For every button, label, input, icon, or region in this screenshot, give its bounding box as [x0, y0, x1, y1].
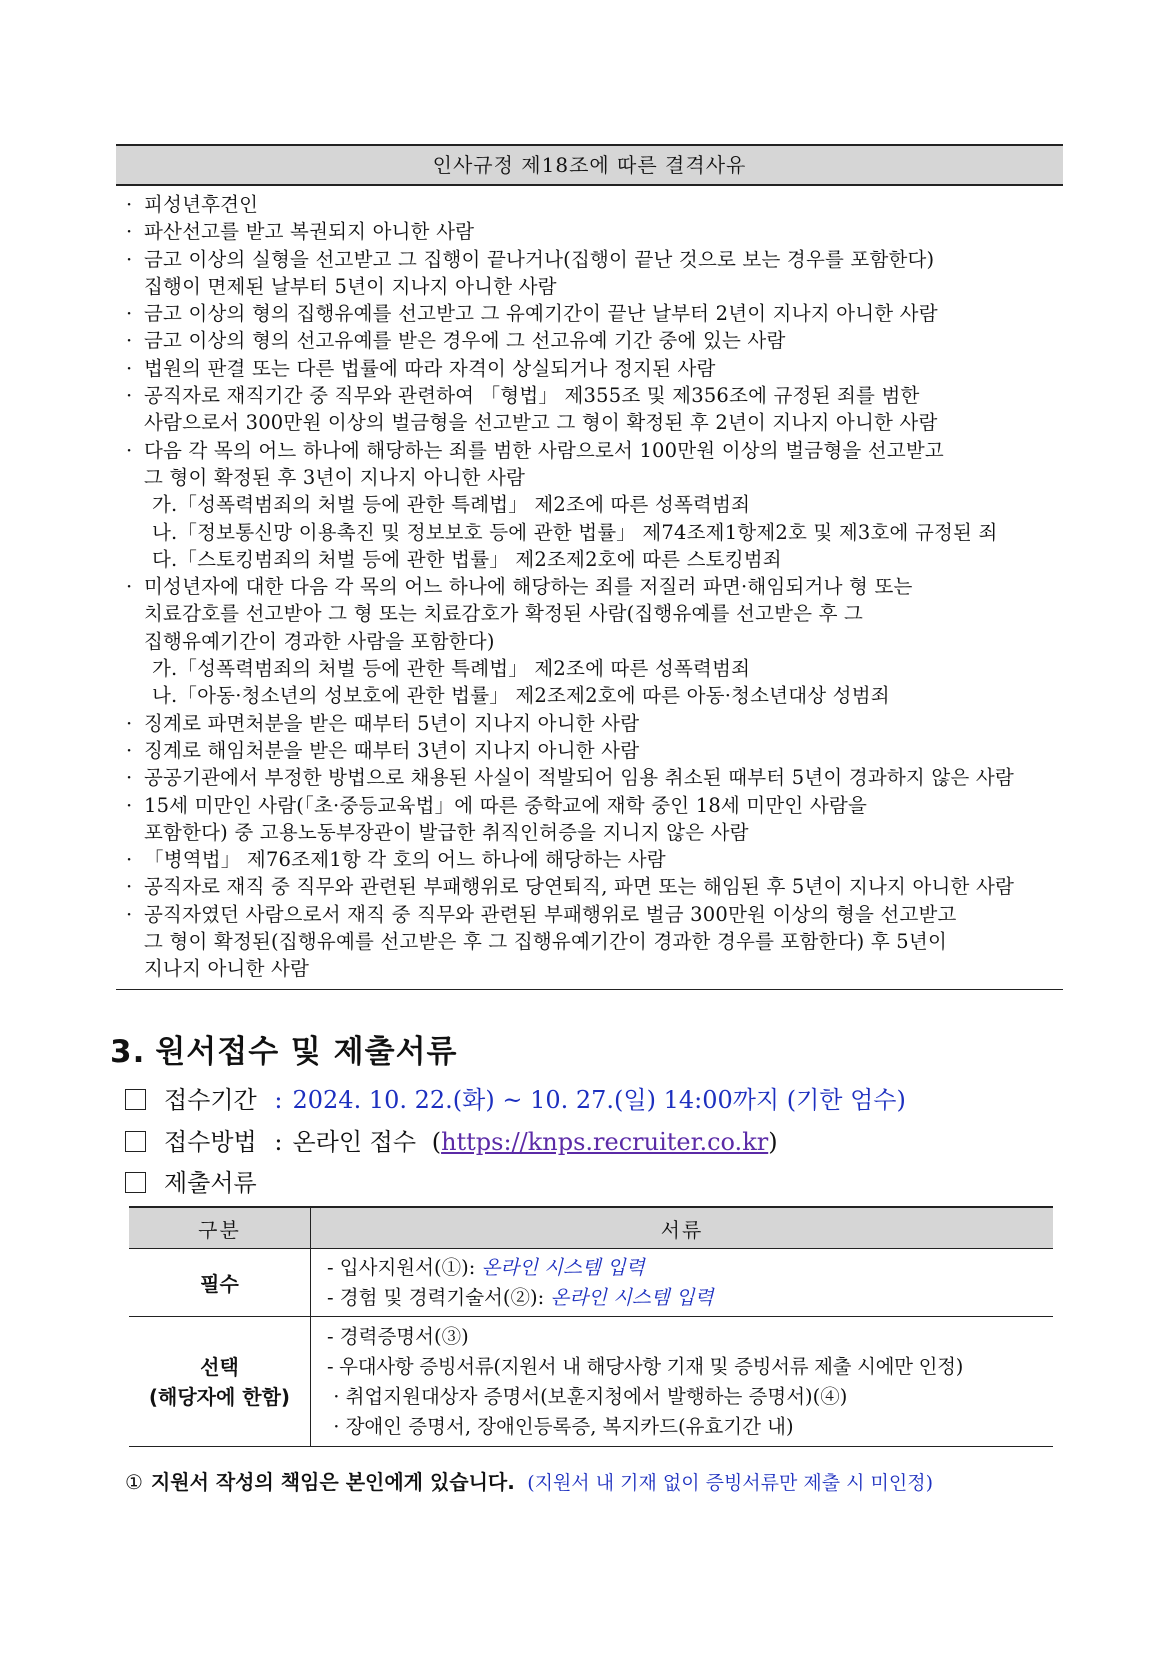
- disqualification-text: 치료감호를 선고받아 그 형 또는 치료감호가 확정된 사람(집행유예를 선고받은 후 그: [144, 602, 864, 626]
- disqualification-line: [126, 246, 1057, 273]
- disqualification-text: 사람으로서 300만원 이상의 벌금형을 선고받고 그 형이 확정된 후 2년이 지나지 아니한 사람: [144, 411, 938, 435]
- disqualification-text: 집행이 면제된 날부터 5년이 지나지 아니한 사람: [144, 274, 557, 298]
- column-header-documents: 서류: [311, 1207, 1054, 1249]
- required-doc-item: [327, 1253, 1052, 1283]
- bullet-icon: ·: [126, 875, 133, 899]
- disqualification-text: 15세 미만인 사람(「초·중등교육법」에 따른 중학교에 재학 중인 18세 미만인 사람을: [144, 793, 867, 817]
- disqualification-text: 다음 각 목의 어느 하나에 해당하는 죄를 범한 사람으로서 100만원 이상의 벌금형을 선고받고: [144, 438, 944, 462]
- disqualification-line: [126, 191, 1057, 218]
- method-label: 접수방법: [164, 1128, 257, 1156]
- disqualification-line: [126, 573, 1057, 600]
- column-header-category: 구분: [129, 1207, 311, 1249]
- table-row-required: [129, 1249, 1053, 1317]
- method-paren-close: ): [768, 1128, 778, 1156]
- disqualification-text: 금고 이상의 형의 집행유예를 선고받고 그 유예기간이 끝난 날부터 2년이 지나지 아니한 사람: [144, 302, 938, 326]
- disqualification-text: 금고 이상의 형의 선고유예를 받은 경우에 그 선고유예 기간 중에 있는 사람: [144, 329, 786, 353]
- disqualification-line: [126, 873, 1057, 900]
- disqualification-line: [126, 846, 1057, 873]
- bullet-icon: ·: [126, 384, 133, 408]
- required-doc-note: 온라인 시스템 입력: [550, 1285, 714, 1309]
- docs-label: 제출서류: [164, 1169, 257, 1197]
- bullet-icon: ·: [126, 356, 133, 380]
- disqualification-text: 공공기관에서 부정한 방법으로 채용된 사실이 적발되어 임용 취소된 때부터 5년이 경과하지 않은 사람: [144, 766, 1014, 790]
- disqualification-line: [126, 682, 1057, 709]
- checkbox-icon: [125, 1089, 146, 1110]
- disqualification-line: [126, 955, 1057, 982]
- checkbox-icon: [125, 1172, 146, 1193]
- disqualification-line: [126, 300, 1057, 327]
- disqualification-line: [126, 928, 1057, 955]
- required-doc-item: [327, 1283, 1052, 1313]
- disqualification-line: [126, 764, 1057, 791]
- table-row-optional: [129, 1317, 1053, 1447]
- required-doc-note: 온라인 시스템 입력: [481, 1255, 645, 1279]
- checkbox-icon: [125, 1131, 146, 1152]
- disqualification-line: [126, 491, 1057, 518]
- note-marker: ①: [125, 1470, 143, 1494]
- section-title: [110, 1026, 457, 1071]
- disqualification-line: [126, 464, 1057, 491]
- bullet-icon: ·: [126, 193, 133, 216]
- bullet-icon: ·: [126, 738, 133, 762]
- bullet-icon: ·: [126, 766, 133, 790]
- optional-doc-item: · 취업지원대상자 증명서(보훈지청에서 발행하는 증명서)(④): [327, 1384, 848, 1408]
- disqualification-line: [126, 382, 1057, 409]
- disqualification-line: [126, 546, 1057, 573]
- disqualification-text: 집행유예기간이 경과한 사람을 포함한다): [144, 629, 495, 653]
- required-label: 필수: [129, 1249, 311, 1317]
- disqualification-text: 피성년후견인: [144, 193, 259, 216]
- disqualification-text: 지나지 아니한 사람: [144, 957, 310, 981]
- section-number: 3.: [110, 1034, 146, 1070]
- bullet-icon: ·: [126, 711, 133, 735]
- disqualification-text: 징계로 파면처분을 받은 때부터 5년이 지나지 아니한 사람: [144, 711, 640, 735]
- optional-doc-item: · 장애인 증명서, 장애인등록증, 복지카드(유효기간 내): [327, 1414, 794, 1438]
- documents-table: [129, 1206, 1053, 1447]
- disqualification-text: 공직자로 재직 중 직무와 관련된 부패행위로 당연퇴직, 파면 또는 해임된 후 5년이 지나지 아니한 사람: [144, 875, 1015, 899]
- disqualification-line: [126, 710, 1057, 737]
- application-period: [125, 1080, 906, 1115]
- disqualification-text: 법원의 판결 또는 다른 법률에 따라 자격이 상실되거나 정지된 사람: [144, 356, 716, 380]
- disqualification-line: [126, 600, 1057, 627]
- optional-label-line2: (해당자에 한함): [148, 1384, 291, 1409]
- disqualification-line: [126, 737, 1057, 764]
- bullet-icon: ·: [126, 575, 133, 599]
- optional-doc-item: - 경력증명서(③): [327, 1324, 469, 1348]
- disqualification-box: [116, 144, 1063, 990]
- period-value: 2024. 10. 22.(화) ~ 10. 27.(일) 14:00까지 (기한 엄수): [292, 1086, 906, 1114]
- method-paren-open: (: [431, 1128, 442, 1156]
- disqualification-text: 「병역법」 제76조제1항 각 호의 어느 하나에 해당하는 사람: [144, 848, 666, 872]
- required-doc-text: - 입사지원서(①):: [327, 1255, 482, 1279]
- disqualification-text: 포함한다) 중 고용노동부장관이 발급한 취직인허증을 지니지 않은 사람: [144, 820, 749, 844]
- disqualification-text: 그 형이 확정된 후 3년이 지나지 아니한 사람: [144, 465, 526, 489]
- disqualification-line: [126, 655, 1057, 682]
- note-bold: 지원서 작성의 책임은 본인에게 있습니다.: [150, 1470, 515, 1494]
- disqualification-line: [126, 218, 1057, 245]
- bullet-icon: ·: [126, 329, 133, 353]
- disqualification-text: 징계로 해임처분을 받은 때부터 3년이 지나지 아니한 사람: [144, 738, 640, 762]
- disqualification-line: [126, 819, 1057, 846]
- optional-doc-item: - 우대사항 증빙서류(지원서 내 해당사항 기재 및 증빙서류 제출 시에만 인정): [327, 1354, 964, 1378]
- disqualification-text: 금고 이상의 실형을 선고받고 그 집행이 끝나거나(집행이 끝난 것으로 보는 경우를 포함한다): [144, 247, 935, 271]
- bullet-icon: ·: [126, 247, 133, 271]
- disqualification-header: 인사규정 제18조에 따른 결격사유: [116, 144, 1063, 186]
- disqualification-line: [126, 409, 1057, 436]
- disqualification-text: 그 형이 확정된(집행유예를 선고받은 후 그 집행유예기간이 경과한 경우를 포함한다) 후 5년이: [144, 930, 947, 954]
- period-sep: :: [274, 1086, 283, 1114]
- disqualification-line: [126, 792, 1057, 819]
- bullet-icon: ·: [126, 302, 133, 326]
- disqualification-line: [126, 437, 1057, 464]
- required-docs-cell: [311, 1249, 1054, 1317]
- disqualification-line: [126, 519, 1057, 546]
- disqualification-text: 가.「성폭력범죄의 처벌 등에 관한 특례법」 제2조에 따른 성폭력범죄: [152, 493, 751, 517]
- method-value: 온라인 접수: [292, 1128, 417, 1156]
- disqualification-line: [126, 327, 1057, 354]
- disqualification-line: [126, 628, 1057, 655]
- disqualification-text: 가.「성폭력범죄의 처벌 등에 관한 특례법」 제2조에 따른 성폭력범죄: [152, 657, 751, 681]
- disqualification-line: [126, 901, 1057, 928]
- disqualification-text: 나.「정보통신망 이용촉진 및 정보보호 등에 관한 법률」 제74조제1항제2호 및 제3호에 규정된 죄: [152, 520, 998, 544]
- bullet-icon: ·: [126, 902, 133, 926]
- disqualification-line: [126, 355, 1057, 382]
- section-title-text: 원서접수 및 제출서류: [155, 1034, 458, 1070]
- disqualification-text: 미성년자에 대한 다음 각 목의 어느 하나에 해당하는 죄를 저질러 파면·해임되거나 형 또는: [144, 575, 913, 599]
- disqualification-list: [116, 186, 1063, 990]
- disqualification-text: 파산선고를 받고 복권되지 아니한 사람: [144, 220, 475, 244]
- application-url-link[interactable]: https://knps.recruiter.co.kr: [441, 1128, 769, 1156]
- bullet-icon: ·: [126, 793, 133, 817]
- disqualification-text: 공직자였던 사람으로서 재직 중 직무와 관련된 부패행위로 벌금 300만원 이상의 형을 선고받고: [144, 902, 957, 926]
- documents-label: [125, 1163, 257, 1198]
- optional-label: [129, 1317, 311, 1447]
- application-method: [125, 1122, 778, 1157]
- disqualification-text: 다.「스토킹범죄의 처벌 등에 관한 법률」 제2조제2호에 따른 스토킹범죄: [152, 547, 782, 571]
- bullet-icon: ·: [126, 848, 133, 872]
- disqualification-line: [126, 273, 1057, 300]
- bullet-icon: ·: [126, 220, 133, 244]
- disqualification-text: 공직자로 재직기간 중 직무와 관련하여 「형법」 제355조 및 제356조에 규정된 죄를 범한: [144, 384, 920, 408]
- method-sep: :: [274, 1128, 283, 1156]
- bullet-icon: ·: [126, 438, 133, 462]
- optional-docs-cell: [311, 1317, 1054, 1447]
- period-label: 접수기간: [164, 1086, 257, 1114]
- disqualification-text: 나.「아동·청소년의 성보호에 관한 법률」 제2조제2호에 따른 아동·청소년대상 성범죄: [152, 684, 890, 708]
- required-doc-text: - 경험 및 경력기술서(②):: [327, 1285, 551, 1309]
- note-blue: (지원서 내 기재 없이 증빙서류만 제출 시 미인정): [527, 1472, 934, 1494]
- optional-label-line1: 선택: [200, 1354, 239, 1379]
- table-header-row: [129, 1207, 1053, 1249]
- note-line: [125, 1466, 933, 1495]
